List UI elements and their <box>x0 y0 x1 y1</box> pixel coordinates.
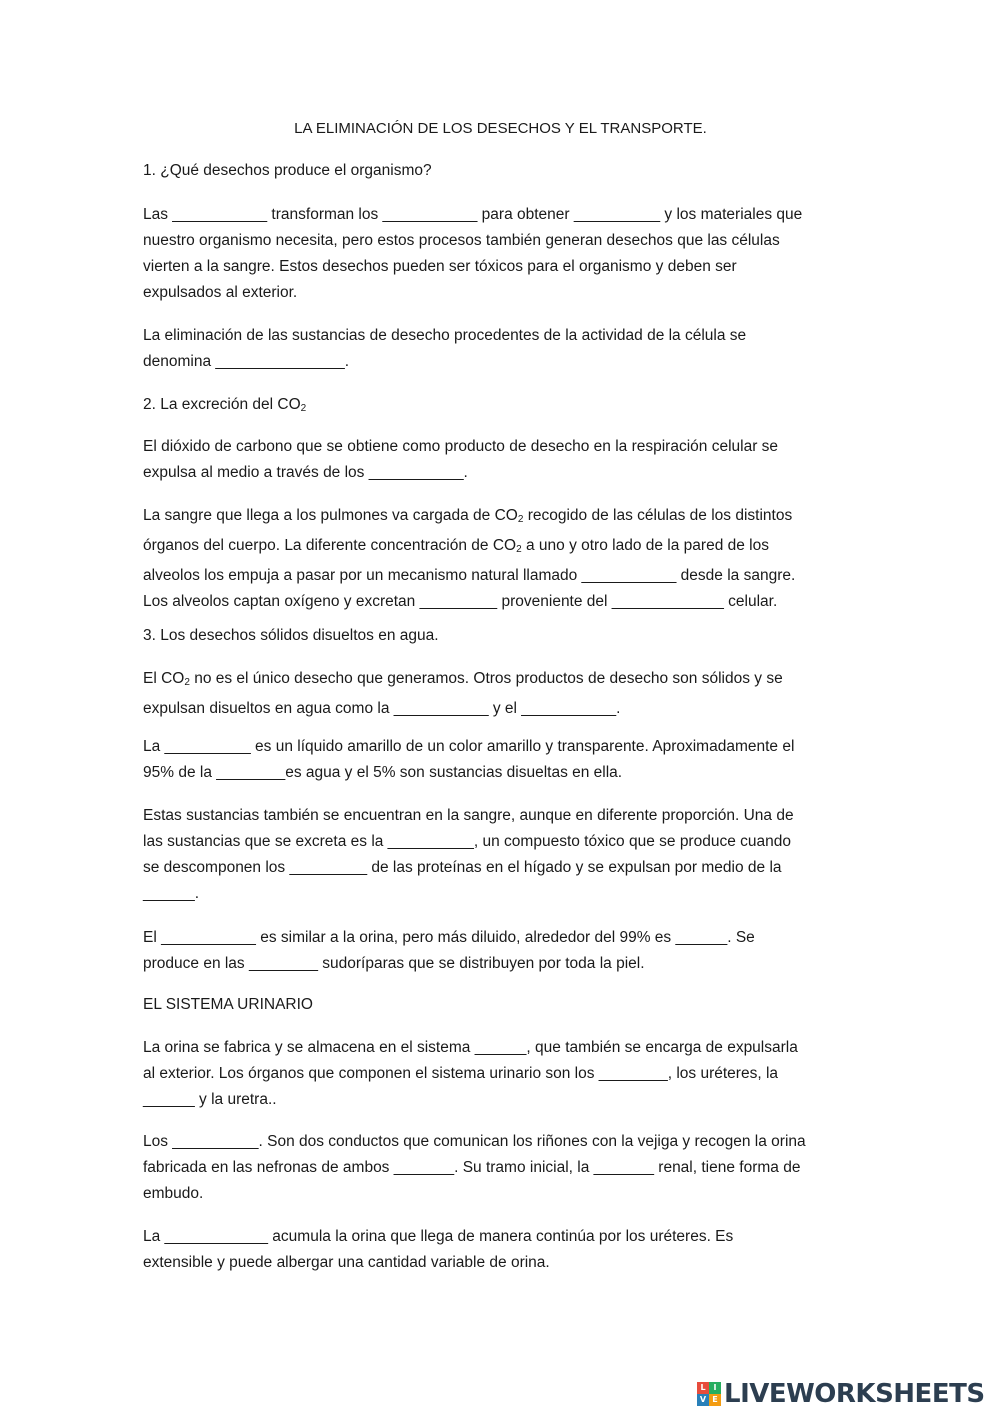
text-line: denomina _______________. <box>143 353 349 370</box>
text-line: Los __________. Son dos conductos que comunican los riñones con la vejiga y recogen la orina <box>143 1133 806 1150</box>
text-line: ______ y la uretra.. <box>143 1091 277 1108</box>
section-2-paragraph-1 <box>143 434 858 486</box>
logo-text: LIVEWORKSHEETS <box>724 1379 985 1409</box>
text-line: se descomponen los _________ de las proteínas en el hígado y se expulsan por medio de la <box>143 859 782 876</box>
text-line: La orina se fabrica y se almacena en el sistema ______, que también se encarga de expulsarla <box>143 1039 798 1056</box>
text-line: embudo. <box>143 1185 204 1202</box>
text-line: nuestro organismo necesita, pero estos procesos también generan desechos que las células <box>143 232 780 249</box>
section-1-paragraph-2 <box>143 323 858 375</box>
text-line <box>143 666 858 696</box>
text-line: fabricada en las nefronas de ambos _______. Su tramo inicial, la _______ renal, tiene forma de <box>143 1159 801 1176</box>
logo-mark-letter: V <box>697 1394 709 1406</box>
section-1-paragraph-1 <box>143 202 858 306</box>
text-segment: La sangre que llega a los pulmones va cargada de CO <box>143 507 518 524</box>
text-line: ______. <box>143 885 200 902</box>
section-2-heading-text: 2. La excreción del CO <box>143 396 301 413</box>
text-segment: El CO <box>143 670 185 687</box>
liveworksheets-logo <box>697 1378 985 1410</box>
text-line: alveolos los empuja a pasar por un mecanismo natural llamado ___________ desde la sangre. <box>143 567 796 584</box>
text-line: expulsan disueltos en agua como la ___________ y el ___________. <box>143 700 621 717</box>
logo-mark-letter: E <box>709 1394 721 1406</box>
text-segment: no es el único desecho que generamos. Otros productos de desecho son sólidos y se <box>189 670 783 687</box>
text-line: La ____________ acumula la orina que llega de manera continúa por los uréteres. Es <box>143 1228 734 1245</box>
text-line: expulsados al exterior. <box>143 284 298 301</box>
section-1-heading: 1. ¿Qué desechos produce el organismo? <box>143 162 432 179</box>
text-line: expulsa al medio a través de los ___________. <box>143 464 468 481</box>
text-line: al exterior. Los órganos que componen el sistema urinario son los ________, los uréteres, la <box>143 1065 779 1082</box>
subscript: 2 <box>184 677 190 688</box>
section-3-paragraph-1 <box>143 666 858 722</box>
text-line: produce en las ________ sudoríparas que se distribuyen por toda la piel. <box>143 955 645 972</box>
subscript: 2 <box>300 403 307 414</box>
section-3-paragraph-2 <box>143 734 858 786</box>
section-3-paragraph-3 <box>143 803 858 907</box>
logo-mark-letter: L <box>697 1382 709 1394</box>
section-4-heading: EL SISTEMA URINARIO <box>143 996 313 1013</box>
text-line: Las ___________ transforman los ___________ para obtener __________ y los materiales que <box>143 206 803 223</box>
logo-mark-icon <box>697 1382 721 1406</box>
text-line: vierten a la sangre. Estos desechos pueden ser tóxicos para el organismo y deben ser <box>143 258 737 275</box>
page-title: LA ELIMINACIÓN DE LOS DESECHOS Y EL TRANSPORTE. <box>294 120 707 137</box>
logo-mark-letter: I <box>709 1382 721 1394</box>
text-segment: a uno y otro lado de la pared de los <box>521 537 769 554</box>
text-line: 95% de la ________es agua y el 5% son sustancias disueltas en ella. <box>143 764 623 781</box>
section-3-heading: 3. Los desechos sólidos disueltos en agua. <box>143 627 439 644</box>
section-3-paragraph-4 <box>143 925 858 977</box>
text-line: extensible y puede albergar una cantidad variable de orina. <box>143 1254 550 1271</box>
text-line <box>143 533 858 563</box>
section-4-paragraph-2 <box>143 1129 858 1207</box>
text-line: Los alveolos captan oxígeno y excretan _________ proveniente del _____________ celular. <box>143 593 778 610</box>
section-2-heading <box>143 396 306 414</box>
text-line: las sustancias que se excreta es la __________, un compuesto tóxico que se produce cuando <box>143 833 791 850</box>
subscript: 2 <box>516 544 522 555</box>
section-4-paragraph-3 <box>143 1224 858 1276</box>
text-segment: recogido de las células de los distintos <box>523 507 793 524</box>
text-line: La eliminación de las sustancias de desecho procedentes de la actividad de la célula se <box>143 327 747 344</box>
text-segment: órganos del cuerpo. La diferente concentración de CO <box>143 537 517 554</box>
subscript: 2 <box>517 514 524 525</box>
text-line <box>143 503 858 533</box>
text-line: El dióxido de carbono que se obtiene como producto de desecho en la respiración celular se <box>143 438 779 455</box>
text-line: El ___________ es similar a la orina, pero más diluido, alrededor del 99% es ______. Se <box>143 929 755 946</box>
text-line: La __________ es un líquido amarillo de un color amarillo y transparente. Aproximadamente el <box>143 738 795 755</box>
section-4-paragraph-1 <box>143 1035 858 1113</box>
text-line: Estas sustancias también se encuentran en la sangre, aunque en diferente proporción. Una de <box>143 807 794 824</box>
section-2-paragraph-2 <box>143 503 858 615</box>
